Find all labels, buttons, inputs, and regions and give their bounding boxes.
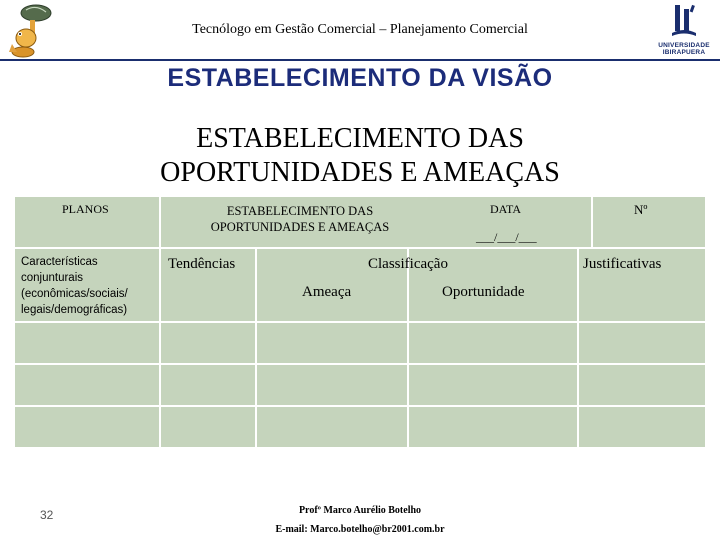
page-number: 32: [40, 508, 54, 522]
table-cell-empty[interactable]: [578, 406, 706, 448]
table-cell-empty[interactable]: [256, 322, 408, 364]
subtitle-line-2: OPORTUNIDADES E AMEAÇAS: [160, 157, 560, 188]
header-justificativas: Justificativas: [583, 256, 662, 272]
table-cell-empty[interactable]: [14, 406, 160, 448]
mascot-logo-icon: [6, 2, 54, 58]
header-ameaca: Ameaça: [302, 284, 352, 300]
header-numero: Nº: [634, 202, 648, 217]
footer-author: Profº Marco Aurélio Botelho: [298, 505, 422, 516]
table-cell-empty[interactable]: [256, 364, 408, 406]
header-oportunidade: Oportunidade: [442, 284, 525, 300]
planning-table: [14, 196, 706, 448]
date-blank: ___/___/___: [476, 230, 537, 244]
caracteristicas-label: [21, 254, 128, 318]
estab-line-2: OPORTUNIDADES E AMEAÇAS: [210, 220, 390, 234]
university-emblem-icon: [669, 3, 699, 37]
footer-email: E-mail: Marco.botelho@br2001.com.br: [275, 524, 445, 535]
table-cell-empty[interactable]: [578, 364, 706, 406]
slide-title: ESTABELECIMENTO DA VISÃO: [167, 64, 553, 92]
table-cell-empty[interactable]: [578, 322, 706, 364]
estab-line-1: ESTABELECIMENTO DAS: [226, 204, 374, 218]
course-title: Tecnólogo em Gestão Comercial – Planejamento Comercial: [192, 22, 528, 37]
header-tendencias: Tendências: [168, 256, 236, 272]
header-data: DATA: [490, 202, 522, 216]
caracteristicas-line-1: Características: [21, 256, 98, 268]
table-cell-empty[interactable]: [408, 406, 578, 448]
slide-subtitle: [60, 122, 660, 190]
cell-numero: [592, 196, 706, 248]
caracteristicas-line-4: legais/demográficas): [21, 304, 128, 316]
header-planos: PLANOS: [62, 202, 109, 216]
header-estabelecimento: [190, 203, 410, 235]
table-cell-empty[interactable]: [14, 364, 160, 406]
caracteristicas-line-3: (econômicas/sociais/: [21, 288, 128, 300]
table-cell-empty[interactable]: [14, 322, 160, 364]
table-cell-empty[interactable]: [160, 406, 256, 448]
table-cell-empty[interactable]: [256, 406, 408, 448]
university-name-line2: IBIRAPUERA: [662, 49, 706, 56]
university-logo: [652, 3, 716, 57]
table-cell-empty[interactable]: [408, 364, 578, 406]
table-cell-empty[interactable]: [408, 322, 578, 364]
header-divider: [0, 59, 720, 61]
table-cell-empty[interactable]: [160, 322, 256, 364]
caracteristicas-line-2: conjunturais: [21, 272, 84, 284]
table-cell-empty[interactable]: [160, 364, 256, 406]
university-name-line1: UNIVERSIDADE: [658, 42, 710, 49]
header-classificacao: Classificação: [368, 256, 448, 272]
subtitle-line-1: ESTABELECIMENTO DAS: [196, 123, 524, 154]
